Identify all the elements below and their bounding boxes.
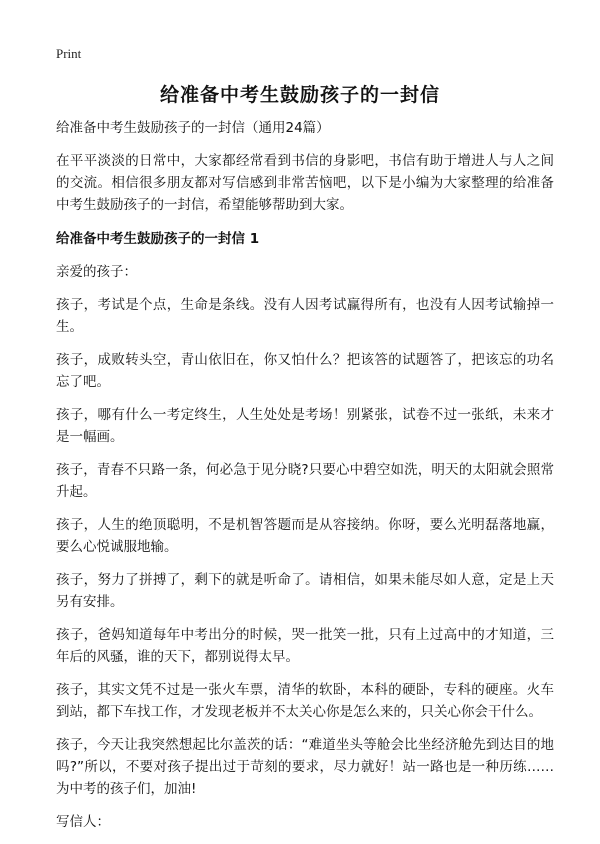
letter-paragraph: 孩子，努力了拼搏了，剩下的就是听命了。请相信，如果未能尽如人意，定是上天另有安排。	[56, 572, 554, 610]
letter-paragraph: 孩子，考试是个点，生命是条线。没有人因考试赢得所有，也没有人因考试输掉一生。	[56, 297, 554, 335]
letter-paragraph: 孩子，其实文凭不过是一张火车票，清华的软卧，本科的硬卧，专科的硬座。火车到站，都下车找工作，才发现老板并不太关心你是怎么来的，只关心你会干什么。	[56, 682, 554, 720]
section-heading: 给准备中考生鼓励孩子的一封信 1	[56, 231, 260, 247]
letter-signature: 写信人：	[56, 814, 110, 830]
letter-paragraph: 孩子，爸妈知道每年中考出分的时候，哭一批笑一批，只有上过高中的才知道，三年后的风骚，谁的天下，都别说得太早。	[56, 627, 554, 665]
print-link[interactable]: Print	[56, 46, 82, 61]
letter-greeting: 亲爱的孩子：	[56, 264, 137, 280]
article-subtitle: 给准备中考生鼓励孩子的一封信（通用24篇）	[56, 120, 330, 136]
letter-paragraph: 孩子，青春不只路一条，何必急于见分晓?只要心中碧空如洗，明天的太阳就会照常升起。	[56, 462, 554, 500]
letter-paragraph: 孩子，成败转头空，青山依旧在，你又怕什么？把该答的试题答了，把该忘的功名忘了吧。	[56, 352, 554, 390]
intro-paragraph: 在平平淡淡的日常中，大家都经常看到书信的身影吧，书信有助于增进人与人之间的交流。相信很多朋友都对写信感到非常苦恼吧，以下是小编为大家整理的给准备中考生鼓励孩子的一封信，希望能够帮助到大家。	[56, 153, 554, 213]
article-body	[56, 117, 554, 844]
letter-paragraph: 孩子，今天让我突然想起比尔盖茨的话：“难道坐头等舱会比坐经济舱先到达目的地吗?”所以，不要对孩子提出过于苛刻的要求，尽力就好！站一路也是一种历练……为中考的孩子们，加油!	[56, 737, 554, 797]
letter-paragraph: 孩子，人生的绝顶聪明，不是机智答题而是从容接纳。你呀，要么光明磊落地赢，要么心悦诚服地输。	[56, 517, 554, 555]
letter-paragraph: 孩子，哪有什么一考定终生，人生处处是考场！别紧张，试卷不过一张纸，未来才是一幅画。	[56, 407, 554, 445]
page-title: 给准备中考生鼓励孩子的一封信	[159, 84, 440, 106]
